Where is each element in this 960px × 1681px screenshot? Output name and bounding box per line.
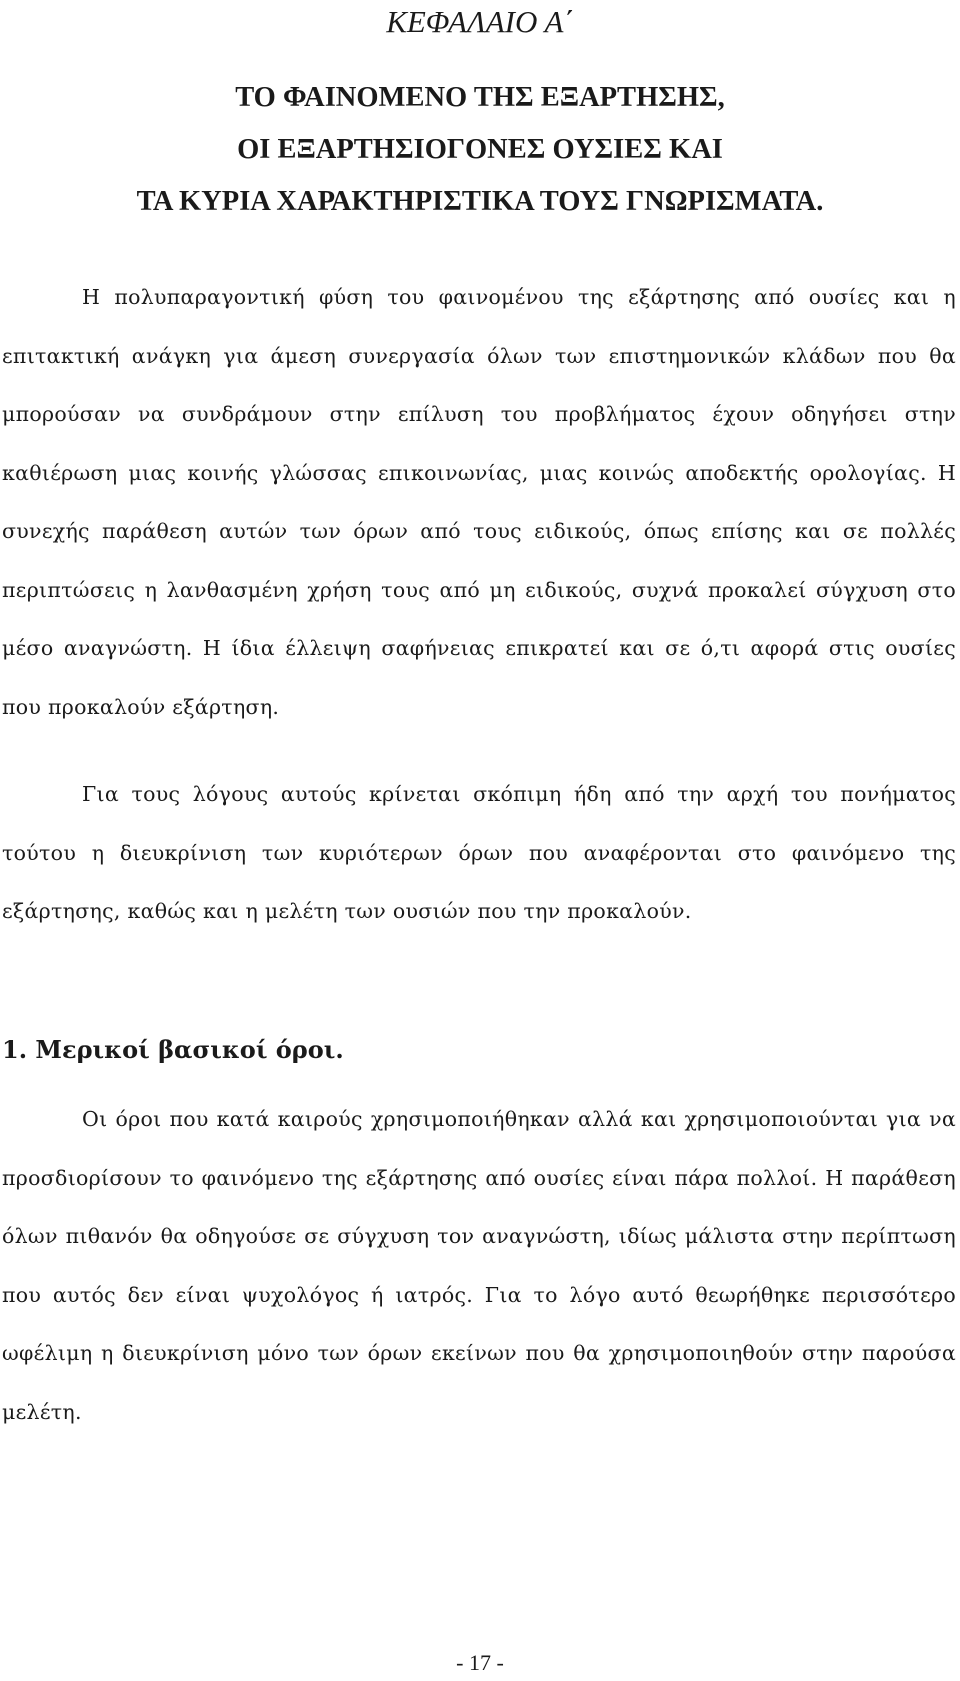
chapter-title-line-3: ΤΑ ΚΥΡΙΑ ΧΑΡΑΚΤΗΡΙΣΤΙΚΑ ΤΟΥΣ ΓΝΩΡΙΣΜΑΤΑ. — [136, 186, 824, 217]
body-paragraph-3-text: Οι όροι που κατά καιρούς χρησιμοποιήθηκαν αλλά και χρησιμοποιούνται για να προσδιορίσουν το φαινόμενο της εξάρτησης από ουσίες είναι πάρα πολλοί. Η παράθεση όλων πιθανόν θα οδηγούσε σε σύγχυση τον αναγνώστη, ιδίως μάλιστα στην περίπτωση που αυτός δεν είναι ψυχολόγος ή ιατρός. Για το λόγο αυτό θεωρήθηκε περισσότερο ωφέλιμη η διευκρίνιση μόνο των όρων εκείνων που θα χρησιμοποιηθούν στην παρούσα μελέτη. — [2, 1107, 956, 1424]
body-paragraph-2 — [2, 765, 956, 941]
chapter-label: ΚΕΦΑΛΑΙΟ Α΄ — [386, 4, 574, 39]
chapter-title-line-2: ΟΙ ΕΞΑΡΤΗΣΙΟΓΟΝΕΣ ΟΥΣΙΕΣ ΚΑΙ — [237, 134, 723, 165]
page-number: - 17 - — [456, 1650, 504, 1675]
section-heading: 1. Μερικοί βασικοί όροι. — [2, 1035, 344, 1064]
chapter-title-line-1: ΤΟ ΦΑΙΝΟΜΕΝΟ ΤΗΣ ΕΞΑΡΤΗΣΗΣ, — [235, 82, 725, 113]
body-paragraph-2-text: Για τους λόγους αυτούς κρίνεται σκόπιμη ήδη από την αρχή του πονήματος τούτου η διευκρίνιση των κυριότερων όρων που αναφέρονται στο φαινόμενο της εξάρτησης, καθώς και η μελέτη των ουσιών που την προκαλούν. — [2, 782, 956, 923]
chapter-title — [0, 72, 960, 228]
body-paragraph-1-text: Η πολυπαραγοντική φύση του φαινομένου της εξάρτησης από ουσίες και η επιτακτική ανάγκη για άμεση συνεργασία όλων των επιστημονικών κλάδων που θα μπορούσαν να συνδράμουν στην επίλυση του προβλήματος έχουν οδηγήσει στην καθιέρωση μιας κοινής γλώσσας επικοινωνίας, μιας κοινώς αποδεκτής ορολογίας. Η συνεχής παράθεση αυτών των όρων από τους ειδικούς, όπως επίσης και σε πολλές περιπτώσεις η λανθασμένη χρήση τους από μη ειδικούς, συχνά προκαλεί σύγχυση στο μέσο αναγνώστη. Η ίδια έλλειψη σαφήνειας επικρατεί και σε ό,τι αφορά στις ουσίες που προκαλούν εξάρτηση. — [2, 285, 956, 719]
body-paragraph-1 — [2, 268, 956, 736]
body-paragraph-3 — [2, 1090, 956, 1441]
